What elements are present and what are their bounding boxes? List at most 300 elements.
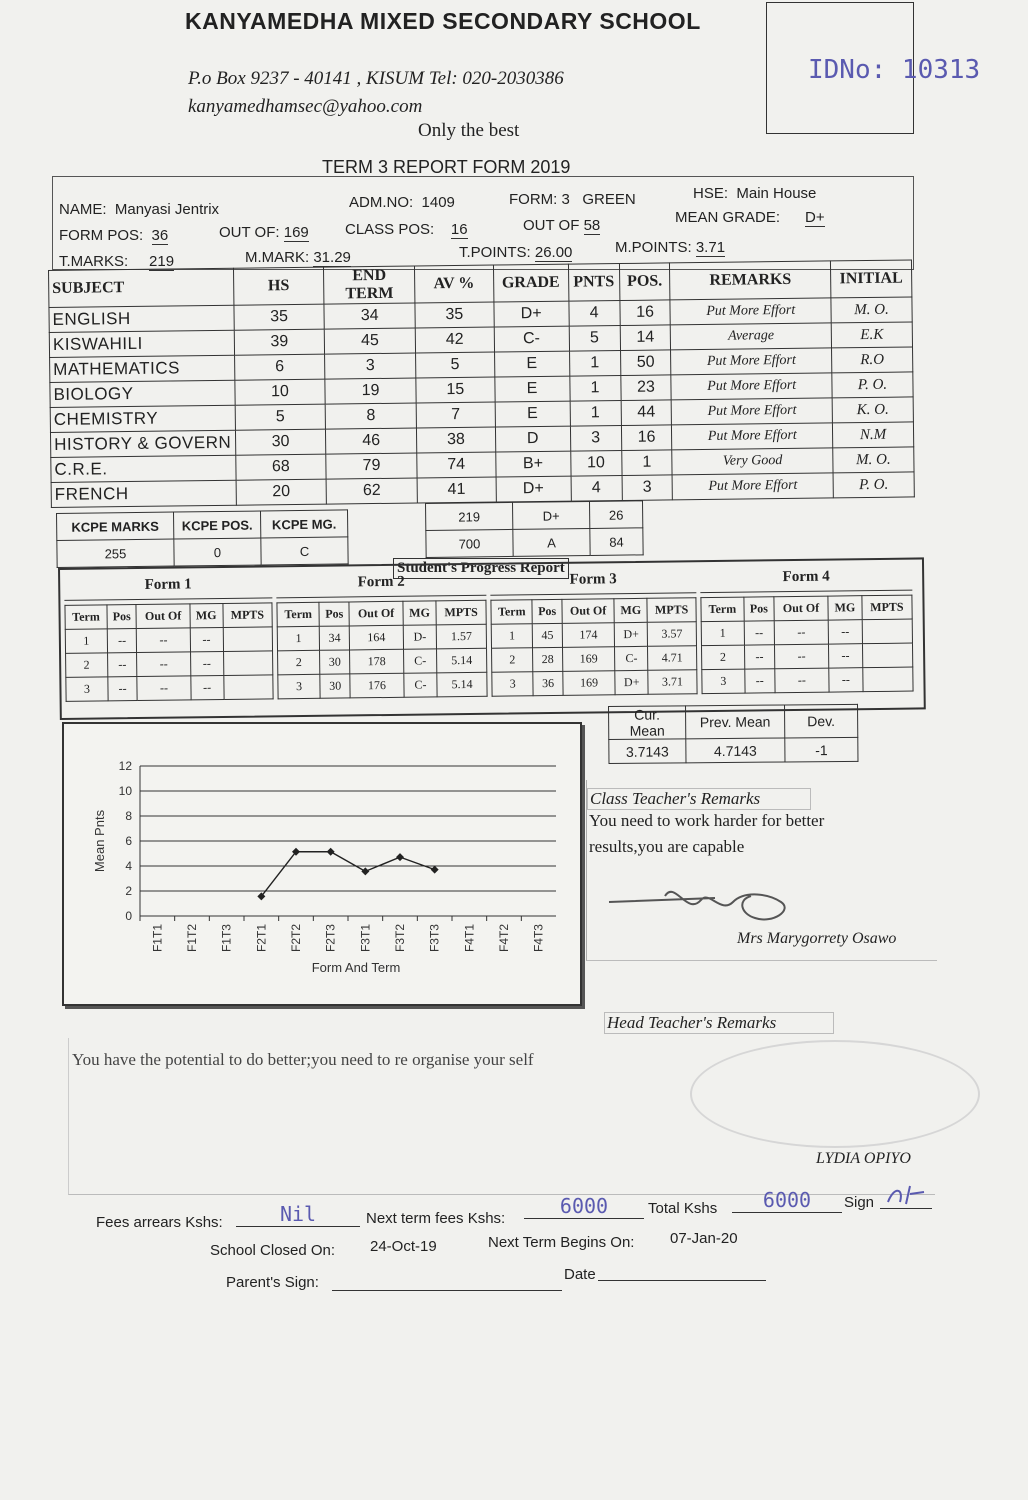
- marks-table: [48, 259, 915, 508]
- y-tick-label: 12: [118, 759, 132, 773]
- x-tick-label: F2T2: [289, 924, 303, 953]
- mmark-label: M.MARK:: [245, 249, 310, 266]
- subject-name: C.R.E.: [51, 455, 236, 482]
- class-out-of-label: OUT OF: [523, 217, 580, 234]
- progress-col-header: Out Of: [349, 601, 403, 626]
- average-score: 35: [415, 302, 494, 328]
- grade: E: [494, 351, 569, 377]
- progress-cell: 2: [701, 645, 744, 670]
- total-kshs: 6000: [732, 1188, 842, 1213]
- grade: E: [495, 401, 570, 427]
- hdr-remarks: REMARKS: [670, 261, 831, 300]
- progress-row: [701, 619, 912, 646]
- school-address: P.o Box 9237 - 40141 , KISUM Tel: 020-2030386: [188, 68, 564, 89]
- points: 1: [570, 401, 621, 427]
- series-line: [261, 852, 434, 897]
- subject-name: MATHEMATICS: [50, 355, 235, 382]
- form-pos-label: FORM POS:: [59, 227, 144, 244]
- y-tick-label: 10: [118, 784, 132, 798]
- hs-score: 20: [236, 479, 327, 505]
- dev-value: -1: [785, 737, 858, 762]
- progress-cell: 5.14: [437, 648, 487, 673]
- sign-label: Sign: [844, 1194, 875, 1211]
- progress-cell: --: [744, 621, 774, 645]
- progress-cell: 30: [320, 674, 350, 698]
- school-email: kanyamedhamsec@yahoo.com: [188, 96, 423, 117]
- progress-col-header: Term: [491, 600, 533, 625]
- progress-cell: [223, 651, 273, 676]
- average-score: 5: [416, 352, 495, 378]
- totals-table: [425, 500, 644, 558]
- remark: Average: [671, 323, 832, 350]
- x-tick-label: F2T1: [254, 924, 269, 953]
- progress-col-header: MPTS: [436, 600, 486, 625]
- hdr-endterm: END TERM: [324, 266, 415, 304]
- total-kshs-label: Total Kshs: [648, 1200, 718, 1217]
- progress-row: [492, 646, 697, 673]
- progress-col-header: MG: [403, 601, 437, 625]
- teacher-initial: R.O: [831, 347, 912, 373]
- progress-cell: 3: [492, 672, 534, 697]
- progress-row: [278, 648, 487, 675]
- progress-cell: --: [190, 675, 223, 699]
- kcpe-table: [56, 509, 349, 568]
- y-tick-label: 0: [125, 909, 132, 923]
- position: 50: [620, 350, 671, 376]
- adm-no: 1409: [421, 194, 455, 211]
- tmarks: 219: [149, 253, 175, 270]
- hs-score: 10: [235, 379, 326, 405]
- progress-cell: 1: [65, 629, 107, 654]
- progress-cell: --: [775, 668, 829, 693]
- progress-col-header: Out Of: [774, 596, 828, 621]
- progress-cell: C-: [615, 646, 648, 670]
- progress-cell: 34: [320, 626, 350, 650]
- progress-cell: D-: [403, 625, 437, 649]
- hdr-pos: POS.: [619, 263, 670, 301]
- totals-row: [426, 501, 643, 531]
- progress-col-header: Pos: [107, 605, 137, 629]
- kcpe-header-row: [57, 510, 348, 541]
- hs-score: 35: [234, 304, 325, 330]
- remark: Put More Effort: [670, 298, 831, 325]
- kcpe-marks: 255: [57, 539, 174, 567]
- teacher-initial: M. O.: [831, 297, 912, 323]
- progress-col-header: Out Of: [136, 604, 189, 629]
- date-label: Date: [564, 1266, 596, 1283]
- teacher-initial: K. O.: [832, 397, 913, 423]
- progress-row: [66, 651, 273, 678]
- progress-cell: 2: [66, 653, 108, 678]
- progress-cell: 5.14: [437, 672, 487, 697]
- progress-row: [65, 627, 272, 654]
- max-grade: A: [513, 528, 590, 556]
- progress-cell: 3: [66, 677, 108, 702]
- progress-cell: --: [744, 645, 774, 669]
- progress-report-box: [58, 557, 926, 720]
- position: 23: [620, 375, 671, 401]
- progress-cell: [223, 627, 273, 652]
- form-out-of: 169: [283, 224, 309, 241]
- remark: Put More Effort: [671, 348, 832, 375]
- prev-mean-label: Prev. Mean: [686, 705, 785, 739]
- progress-cell: --: [829, 668, 863, 692]
- grade: E: [494, 376, 569, 402]
- hdr-av: AV %: [414, 265, 493, 303]
- kcpe-pos: 0: [174, 538, 261, 566]
- remark: Put More Effort: [673, 473, 834, 500]
- report-title: TERM 3 REPORT FORM 2019: [322, 157, 571, 177]
- progress-cell: 174: [562, 623, 615, 648]
- class-pos-label: CLASS POS:: [345, 221, 435, 238]
- points: 5: [569, 326, 620, 352]
- mean-header-row: [609, 704, 858, 739]
- handwritten-id: IDNo: 10313: [808, 55, 981, 85]
- school-stamp-mark: [690, 1040, 980, 1148]
- cur-mean-label: Cur. Mean: [609, 706, 686, 740]
- progress-cell: [862, 619, 913, 644]
- progress-cell: 2: [492, 648, 534, 673]
- progress-form-2: [276, 573, 487, 700]
- progress-form-1: [64, 575, 273, 702]
- next-term-fees: 6000: [524, 1194, 644, 1219]
- school-name: KANYAMEDHA MIXED SECONDARY SCHOOL: [185, 8, 701, 34]
- progress-col-header: Pos: [744, 597, 774, 621]
- data-point: [327, 848, 335, 856]
- cur-mean: 3.7143: [609, 739, 686, 764]
- progress-cell: 164: [349, 625, 403, 650]
- max-marks: 700: [426, 529, 513, 557]
- position: 14: [620, 325, 671, 351]
- tpoints: 26.00: [534, 244, 573, 261]
- points: 10: [570, 451, 621, 477]
- teacher-initial: N.M: [832, 422, 913, 448]
- mmark: 31.29: [313, 249, 351, 266]
- average-score: 38: [416, 427, 495, 453]
- y-tick-label: 4: [125, 859, 132, 873]
- progress-cell: 1: [701, 621, 744, 646]
- fees-arrears-label: Fees arrears Kshs:: [96, 1214, 223, 1231]
- x-tick-label: F4T1: [462, 924, 477, 953]
- remark: Very Good: [672, 448, 833, 475]
- progress-cell: 1: [491, 624, 533, 649]
- progress-cell: 4.71: [648, 646, 697, 671]
- mpoints: 3.71: [695, 239, 726, 256]
- points: 4: [571, 476, 622, 502]
- progress-cell: --: [108, 677, 138, 701]
- teacher-initial: E.K: [831, 322, 912, 348]
- prev-mean: 4.7143: [686, 738, 785, 763]
- progress-row: [277, 624, 486, 651]
- hs-score: 68: [235, 454, 326, 480]
- progress-cell: C-: [404, 673, 438, 697]
- progress-cell: [223, 675, 273, 700]
- progress-col-header: Pos: [319, 602, 349, 626]
- class-pos: 16: [450, 221, 468, 238]
- teacher-initial: P. O.: [833, 472, 914, 498]
- average-score: 42: [415, 327, 494, 353]
- class-teacher-remark: You need to work harder for better results,you are capable: [589, 811, 825, 856]
- progress-form-4: [700, 568, 913, 695]
- kcpe-pos-label: KCPE POS.: [173, 511, 260, 539]
- form-pos: 36: [151, 227, 169, 244]
- progress-cell: --: [774, 644, 828, 669]
- mean-grade: D+: [805, 209, 825, 226]
- class-teacher-name: Mrs Marygorrety Osawo: [737, 930, 897, 947]
- position: 16: [621, 425, 672, 451]
- progress-header-row: [701, 595, 912, 622]
- progress-header-row: [65, 603, 272, 630]
- progress-col-header: Term: [277, 602, 320, 627]
- end-term-score: 8: [325, 403, 416, 429]
- progress-cell: --: [774, 620, 828, 645]
- progress-cell: 1.57: [436, 624, 486, 649]
- position: 16: [619, 300, 670, 326]
- progress-col-header: MPTS: [223, 603, 273, 628]
- form-header: Form 3: [490, 570, 696, 596]
- fees-arrears: Nil: [236, 1202, 360, 1227]
- mean-grade-label: MEAN GRADE:: [675, 209, 781, 226]
- form-value: 3: [561, 191, 570, 208]
- x-tick-label: F4T3: [531, 924, 546, 953]
- progress-cell: [862, 643, 913, 668]
- progress-cell: 30: [320, 650, 350, 674]
- average-score: 41: [417, 477, 496, 503]
- data-point: [361, 867, 369, 875]
- progress-cell: 176: [350, 673, 404, 698]
- remark: Put More Effort: [672, 398, 833, 425]
- hs-score: 30: [235, 429, 326, 455]
- progress-cell: 1: [277, 626, 320, 651]
- progress-col-header: Term: [65, 605, 107, 630]
- kcpe-marks-label: KCPE MARKS: [57, 512, 174, 540]
- next-term-date: 07-Jan-20: [670, 1230, 738, 1247]
- kcpe-value-row: [57, 537, 348, 568]
- progress-cell: 3: [702, 669, 745, 694]
- progress-cell: 45: [533, 623, 563, 647]
- data-point: [396, 853, 404, 861]
- remark: Put More Effort: [671, 373, 832, 400]
- points: 4: [568, 301, 619, 327]
- progress-cell: C-: [403, 649, 437, 673]
- next-term-fees-label: Next term fees Kshs:: [366, 1210, 506, 1227]
- subject-name: ENGLISH: [49, 305, 234, 332]
- average-score: 15: [416, 377, 495, 403]
- x-tick-label: F4T2: [497, 924, 511, 953]
- subject-name: KISWAHILI: [49, 330, 234, 357]
- name-label: NAME:: [59, 201, 107, 218]
- end-term-score: 62: [326, 478, 417, 504]
- progress-cell: --: [829, 644, 863, 668]
- progress-cell: 2: [278, 650, 321, 675]
- mpoints-label: M.POINTS:: [615, 239, 692, 256]
- progress-col-header: MG: [614, 598, 647, 622]
- progress-cell: --: [107, 629, 137, 653]
- mean-value-row: [609, 737, 858, 763]
- progress-header-row: [491, 598, 696, 625]
- progress-cell: --: [137, 676, 190, 701]
- adm-label: ADM.NO:: [349, 194, 414, 211]
- progress-form-3: [490, 570, 697, 697]
- x-tick-label: F3T1: [358, 924, 373, 953]
- progress-header-row: [277, 600, 486, 627]
- fees-signature: [880, 1184, 932, 1209]
- progress-row: [278, 672, 487, 699]
- progress-cell: 3: [278, 674, 321, 699]
- progress-col-header: MG: [828, 596, 862, 620]
- teacher-initial: P. O.: [832, 372, 913, 398]
- progress-row: [66, 675, 273, 702]
- x-axis-label: Form And Term: [311, 960, 401, 975]
- mean-summary-table: [608, 704, 858, 764]
- total-marks: 219: [426, 502, 513, 530]
- points: 3: [570, 426, 621, 452]
- grade: D+: [496, 476, 571, 502]
- progress-row: [702, 667, 913, 694]
- grade: C-: [494, 326, 569, 352]
- y-axis-label: Mean Pnts: [92, 809, 107, 873]
- x-tick-label: F1T3: [219, 924, 234, 953]
- hdr-hs: HS: [233, 267, 324, 305]
- hse-value: Main House: [736, 185, 817, 202]
- end-term-score: 19: [325, 378, 416, 404]
- out-of-label: OUT OF:: [219, 224, 280, 241]
- form-header: Form 4: [700, 568, 912, 594]
- progress-cell: 178: [350, 649, 404, 674]
- subject-name: BIOLOGY: [50, 380, 235, 407]
- school-closed-label: School Closed On:: [210, 1242, 336, 1259]
- progress-cell: 36: [533, 671, 563, 695]
- stream: GREEN: [582, 191, 636, 208]
- average-score: 7: [416, 402, 495, 428]
- teacher-initial: M. O.: [833, 447, 914, 473]
- x-tick-label: F3T3: [427, 924, 442, 953]
- progress-cell: D+: [615, 670, 648, 694]
- progress-cell: 28: [533, 647, 563, 671]
- total-pnts: 26: [589, 501, 642, 529]
- school-motto: Only the best: [418, 120, 520, 141]
- dev-label: Dev.: [784, 704, 857, 738]
- grade: B+: [495, 451, 570, 477]
- remark: Put More Effort: [672, 423, 833, 450]
- end-term-score: 45: [324, 328, 415, 354]
- progress-cell: 3.57: [647, 622, 696, 647]
- next-term-label: Next Term Begins On:: [488, 1234, 635, 1251]
- form-header: Form 1: [64, 575, 272, 601]
- progress-cell: --: [828, 620, 862, 644]
- progress-col-header: MPTS: [862, 595, 913, 620]
- average-score: 74: [417, 452, 496, 478]
- x-tick-label: F1T2: [185, 924, 199, 953]
- progress-cell: 169: [563, 671, 616, 696]
- fees-row: [96, 1188, 946, 1232]
- chart-frame: [62, 722, 582, 1006]
- progress-title: Student's Progress Report: [393, 558, 569, 579]
- end-term-score: 79: [326, 453, 417, 479]
- progress-row: [491, 622, 696, 649]
- hs-score: 5: [235, 404, 326, 430]
- parent-sign-label: Parent's Sign:: [226, 1274, 319, 1291]
- progress-col-header: Pos: [532, 599, 562, 623]
- parent-row: [226, 1266, 786, 1296]
- points: 1: [569, 351, 620, 377]
- progress-col-header: Out Of: [562, 599, 615, 624]
- end-term-score: 3: [325, 353, 416, 379]
- progress-col-header: MG: [190, 603, 223, 627]
- grade: D+: [494, 301, 569, 327]
- form-header: Form 2: [276, 573, 486, 599]
- end-term-score: 34: [324, 303, 415, 329]
- progress-cell: 3.71: [648, 670, 697, 695]
- class-out-of: 58: [583, 217, 601, 234]
- progress-col-header: MPTS: [647, 598, 696, 623]
- tpoints-label: T.POINTS:: [459, 244, 531, 261]
- points: 1: [569, 376, 620, 402]
- progress-cell: --: [190, 627, 223, 651]
- hdr-pnts: PNTS: [568, 264, 619, 302]
- x-tick-label: F2T3: [323, 924, 338, 953]
- progress-cell: 169: [562, 647, 615, 672]
- subject-name: FRENCH: [51, 480, 236, 507]
- x-tick-label: F3T2: [393, 924, 407, 953]
- progress-row: [492, 670, 697, 697]
- progress-col-header: Term: [701, 597, 744, 622]
- hs-score: 39: [234, 329, 325, 355]
- progress-cell: --: [137, 652, 190, 677]
- y-tick-label: 2: [125, 884, 132, 898]
- form-label: FORM:: [509, 191, 558, 208]
- subject-name: HISTORY & GOVERN: [50, 430, 235, 457]
- x-tick-label: F1T1: [150, 924, 165, 953]
- parent-sign-line: [332, 1272, 562, 1291]
- student-name: Manyasi Jentrix: [114, 201, 220, 218]
- hs-score: 6: [234, 354, 325, 380]
- progress-cell: --: [190, 651, 223, 675]
- data-point: [431, 866, 439, 874]
- kcpe-mg: C: [261, 537, 348, 565]
- position: 1: [621, 450, 672, 476]
- progress-cell: --: [744, 669, 774, 693]
- position: 3: [622, 475, 673, 501]
- mean-points-chart: [64, 724, 580, 1004]
- date-line: [598, 1262, 766, 1281]
- y-tick-label: 8: [125, 809, 132, 823]
- head-teacher-name: LYDIA OPIYO: [816, 1150, 911, 1167]
- hdr-initial: INITIAL: [830, 260, 911, 298]
- subject-name: CHEMISTRY: [50, 405, 235, 432]
- grade: D: [495, 426, 570, 452]
- class-teacher-label: Class Teacher's Remarks: [587, 788, 811, 810]
- progress-cell: --: [107, 653, 137, 677]
- total-grade: D+: [512, 501, 589, 529]
- progress-cell: D+: [615, 622, 648, 646]
- y-tick-label: 6: [125, 834, 132, 848]
- hse-label: HSE:: [693, 185, 729, 202]
- progress-row: [701, 643, 912, 670]
- max-row: [426, 528, 643, 558]
- position: 44: [621, 400, 672, 426]
- head-teacher-label: Head Teacher's Remarks: [604, 1012, 834, 1034]
- class-teacher-signature: [605, 876, 805, 932]
- hdr-grade: GRADE: [493, 264, 568, 302]
- head-teacher-remark: You have the potential to do better;you need to re organise your self: [72, 1050, 534, 1069]
- progress-cell: --: [137, 628, 190, 653]
- school-closed-date: 24-Oct-19: [370, 1238, 437, 1255]
- class-teacher-box: [586, 780, 937, 961]
- progress-cell: [862, 667, 913, 692]
- tmarks-label: T.MARKS:: [59, 253, 129, 270]
- kcpe-mg-label: KCPE MG.: [260, 510, 347, 538]
